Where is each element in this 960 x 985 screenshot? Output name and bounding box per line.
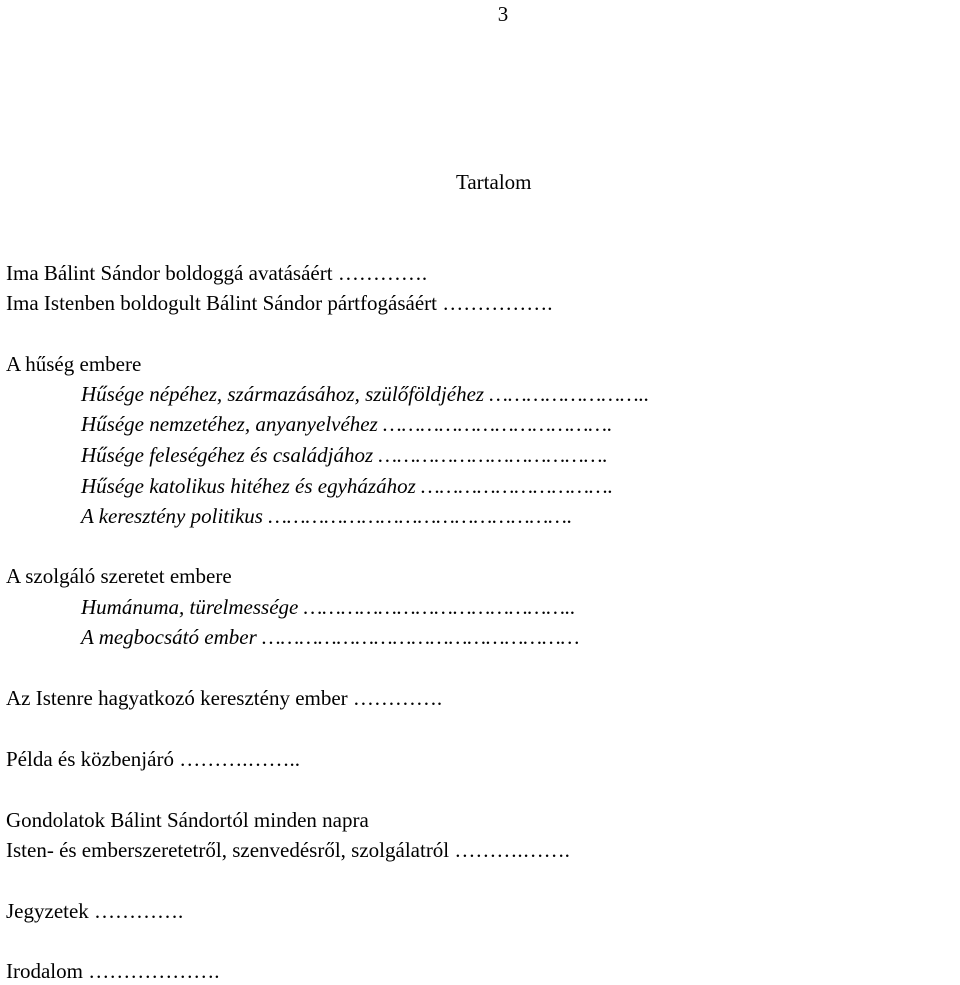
toc-entry-istenre-hagyatkozo: Az Istenre hagyatkozó keresztény ember …………. <box>6 686 443 710</box>
toc-entry-ima-boldogga: Ima Bálint Sándor boldoggá avatásáért …………. <box>6 261 428 285</box>
toc-entry-huseg-nepehez: Hűsége népéhez, származásához, szülőföldjéhez …………………….. <box>81 382 650 406</box>
page-number: 3 <box>497 2 509 26</box>
toc-section-szolgalo-szeretet: A szolgáló szeretet embere <box>6 564 232 588</box>
toc-entry-jegyzetek: Jegyzetek …………. <box>6 899 184 923</box>
table-of-contents-title: Tartalom <box>456 170 532 194</box>
toc-entry-ima-istenben: Ima Istenben boldogult Bálint Sándor pártfogásáért ……………. <box>6 291 553 315</box>
toc-entry-huseg-nemzetehez: Hűsége nemzetéhez, anyanyelvéhez ………………………………. <box>81 412 613 436</box>
toc-entry-isten-es-ember: Isten- és emberszeretetről, szenvedésről, szolgálatról ……….……. <box>6 838 570 862</box>
toc-entry-humanuma: Humánuma, türelmessége …………………………………….. <box>81 595 576 619</box>
toc-entry-irodalom: Irodalom ………………. <box>6 959 220 983</box>
toc-entry-huseg-felesegehez: Hűsége feleségéhez és családjához ………………………………. <box>81 443 608 467</box>
toc-entry-kereszteny-politikus: A keresztény politikus …………………………………………. <box>81 504 573 528</box>
toc-entry-huseg-katolikus: Hűsége katolikus hitéhez és egyházához …………………………. <box>81 474 613 498</box>
toc-section-gondolatok: Gondolatok Bálint Sándortól minden napra <box>6 808 369 832</box>
toc-entry-megbocsato: A megbocsátó ember …………………………………………… <box>81 625 580 649</box>
toc-section-huseg-embere: A hűség embere <box>6 352 142 376</box>
toc-entry-pelda: Példa és közbenjáró ……….…….. <box>6 747 300 771</box>
